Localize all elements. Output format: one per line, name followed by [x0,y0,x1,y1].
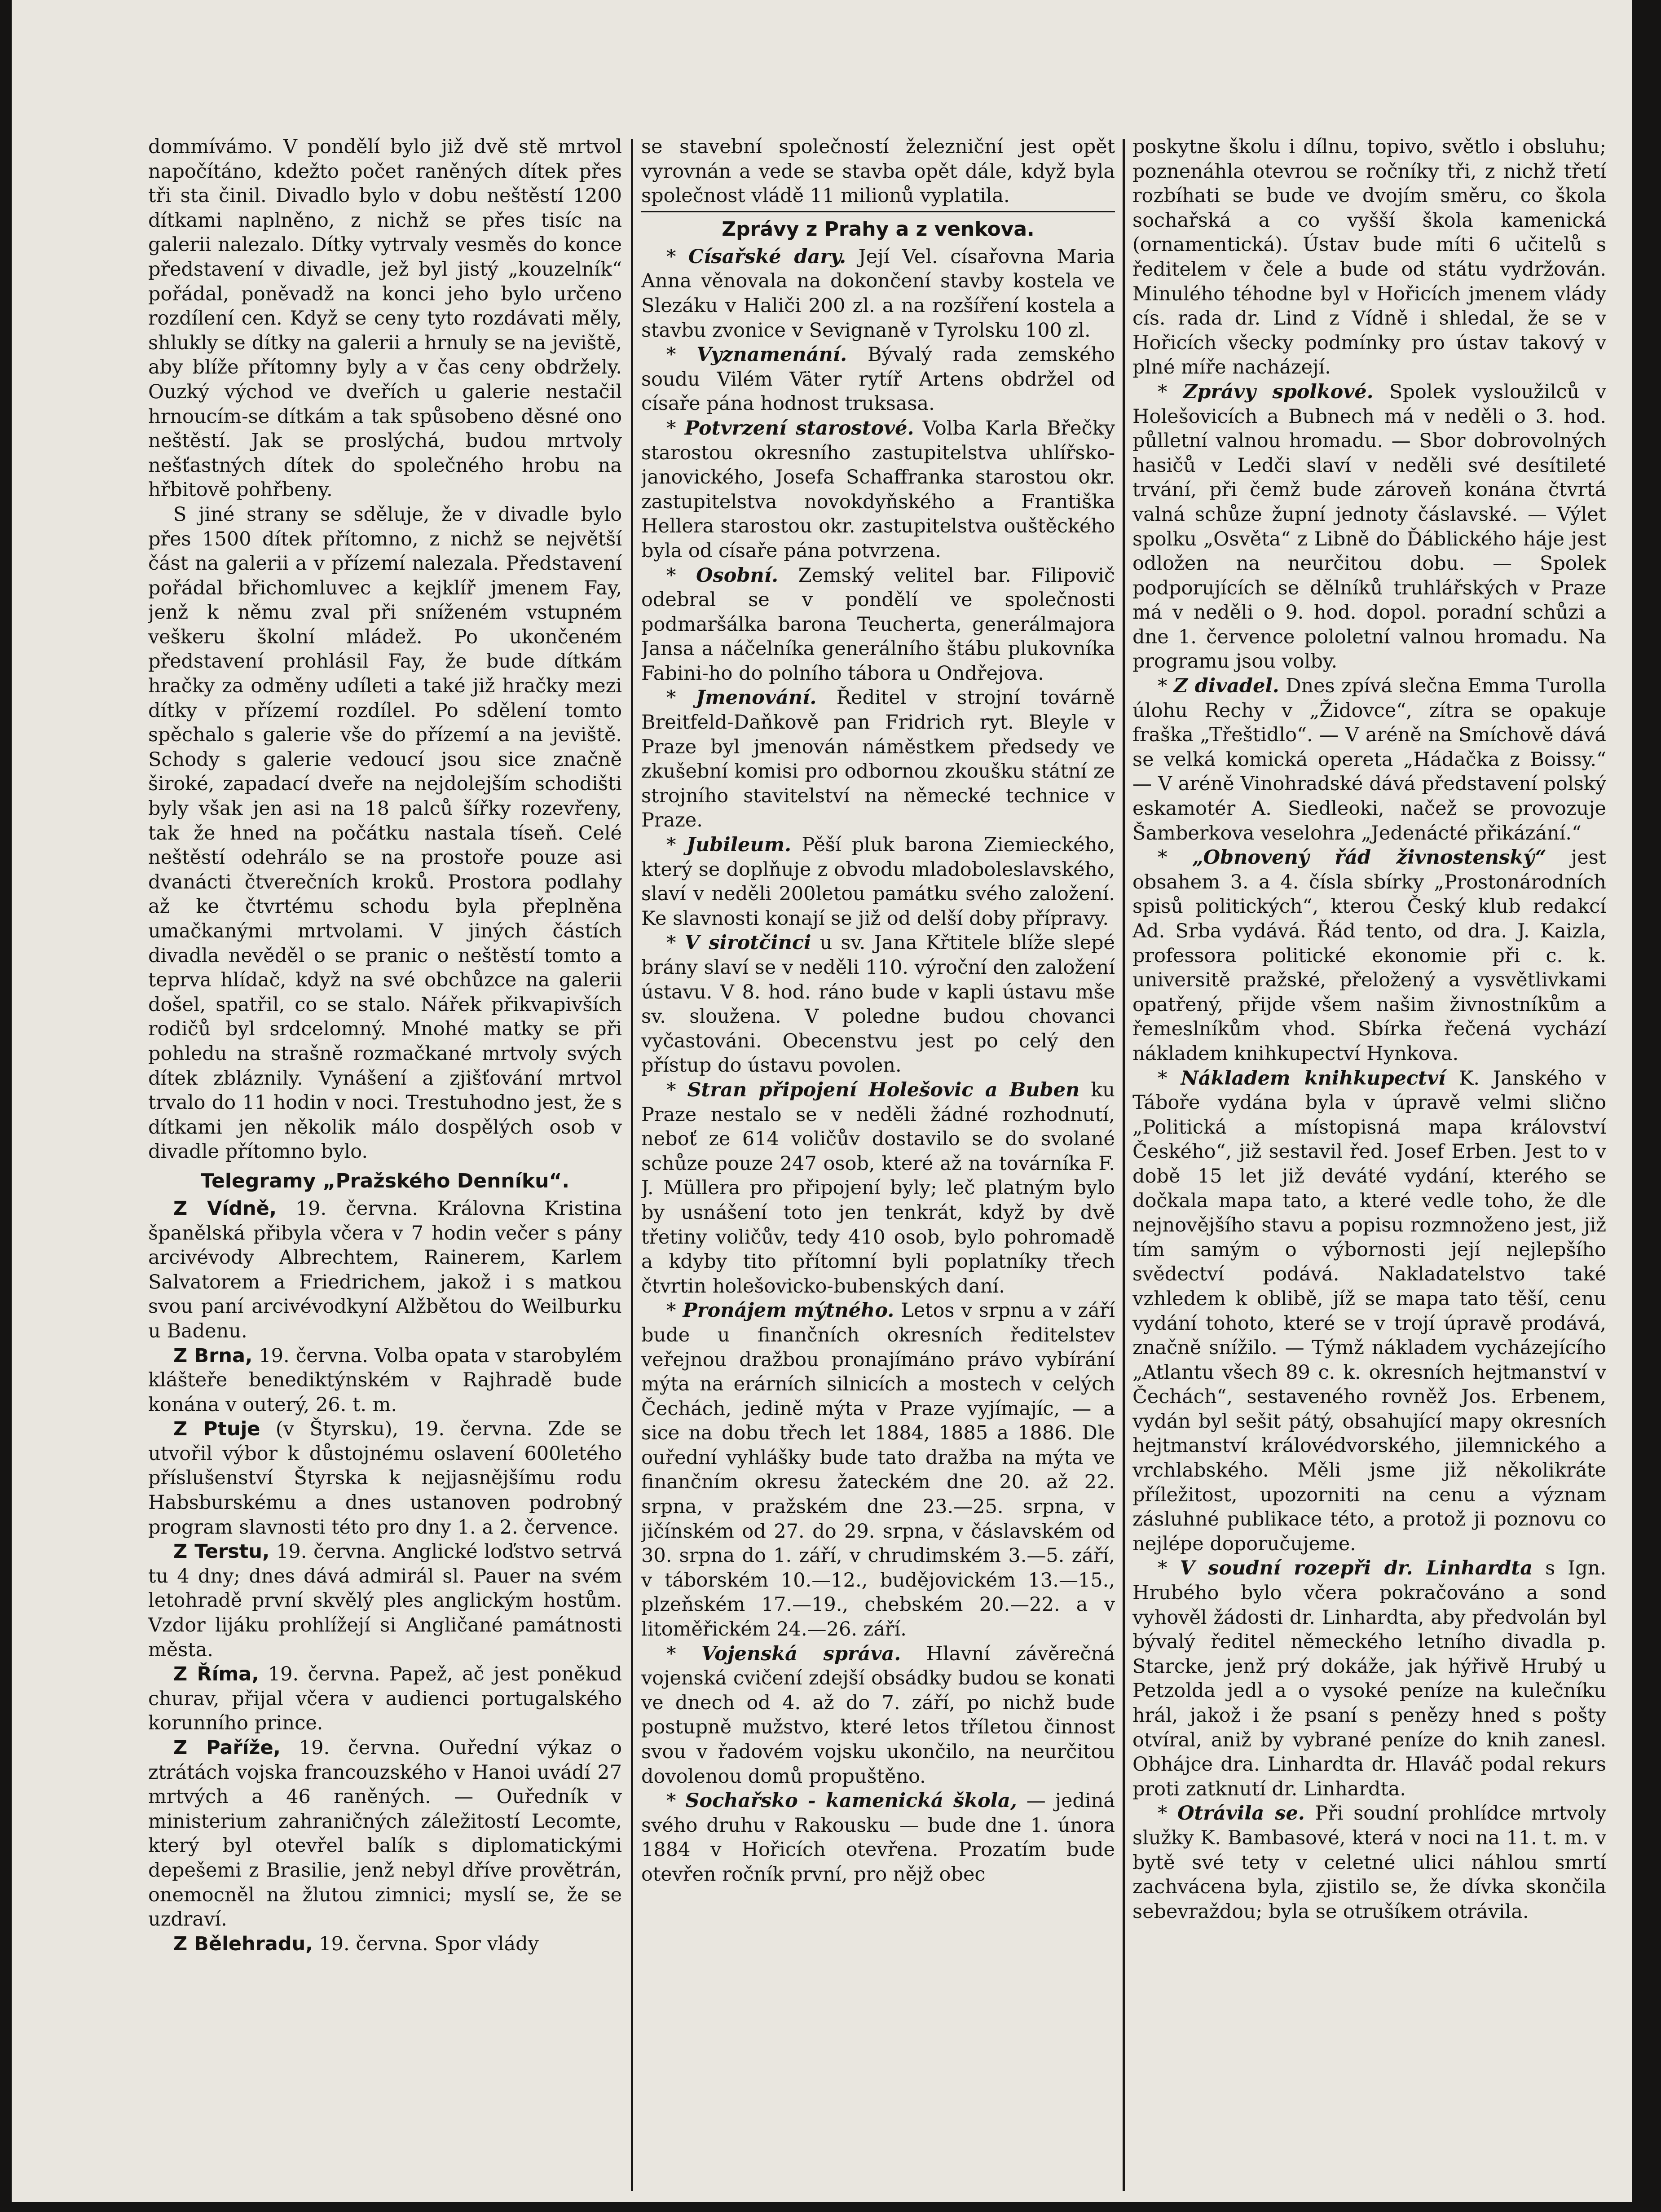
news-item-text: Spolek vysloužilců v Holešovicích a Bubnech má v neděli o 3. hod. půlletní valnou hromadu. — Sbor dobrovolných hasičů v Ledči slaví v neděli své desítileté trvání, při čemž bude zároveň konána čtvrtá valná schůze župní jednoty čáslavské. — Výlet spolku „Osvěta“ z Libně do Ďáblického háje jest odložen na neurčitou dobu. — Spolek podporujících se dělníků truhlářských v Praze má v neděli o 9. hod. dopol. poradní schůzi a dne 1. července pololetní valnou hromadu. Na programu jsou volby. [1132,380,1606,673]
news-item-text: u sv. Jana Křtitele blíže slepé brány slaví se v neděli 110. výroční den založení ústavu. V 8. hod. ráno bude v kapli ústavu mše sv. sloužena. V poledne budou chovanci vyčastováni. Obecenstvu jest po celý den přístup do ústavu povolen. [641,932,1115,1077]
column-rule-2 [1123,139,1125,2191]
telegrams-heading: Telegramy „Pražského Denníku“. [200,1169,570,1192]
news-item-title: Stran připojení Holešovic a Buben [687,1078,1080,1101]
news-item-title: Zprávy spolkové. [1183,380,1374,403]
news-item: * „Obnovený řád živnostenský“ jest obsahem 3. a 4. čísla sbírky „Prostonárodních spisů politických“, kterou Český klub redakcí Ad. Srba vydává. Řád tento, od dra. J. Kaizla, professora politické ekonomie při c. k. universitě pražské, přeložený a vysvětlivkami opatřený, přijde všem našim živnostníkům a řemeslníkům vhod. Sbírka řečená vychází nákladem knihkupectví Hynkova. [1132,846,1606,1065]
news-item: * Císařské dary. Její Vel. císařovna Maria Anna věnovala na dokončení stavby kostela ve Slezáku v Haliči 200 zl. a na rozšíření kostela a stavbu zvonice v Sevignaně v Tyrolsku 100 zl. [641,245,1115,342]
news-item-text: Při soudní prohlídce mrtvoly služky K. Bambasové, která v noci na 11. t. m. v bytě své tety v celetné ulici náhlou smrtí zachvácena byla, zjistilo se, že dívka skončila sebevraždou; byla se otrušíkem otrávila. [1132,1802,1606,1923]
telegram-item [148,1539,622,1662]
news-item-title: Císařské dary. [688,245,846,268]
news-item-title: Pronájem mýtného. [683,1299,894,1322]
news-item-title: Vyznamenání. [696,343,847,366]
news-item: * Jubileum. Pěší pluk barona Ziemieckého, který se doplňuje z obvodu mladoboleslavského, slaví v neděli 200letou památku svého založení. Ke slavnosti konají se již od delší doby přípravy. [641,834,1115,930]
news-item: * Sochařsko - kamenická škola, — jediná svého druhu v Rakousku — bude dne 1. února 1884 v Hořicích otevřena. Prozatím bude otevřen ročník první, pro nějž obec [641,1790,1115,1886]
news-item-title: V sirotčinci [684,932,811,954]
telegram-place: Z Brna, [173,1344,253,1367]
telegram-place: Z Vídně, [173,1197,277,1220]
article-continuation: se stavební společností železniční jest opět vyrovnán a vede se stavba opět dále, když byla společnost vládě 11 milionů vyplatila. [641,136,1115,207]
telegram-item [148,1662,622,1736]
news-section-heading: Zprávy z Prahy a z venkova. [722,217,1035,241]
scan-border-right [1632,0,1661,2212]
news-item-text: s Ign. Hrubého bylo včera pokračováno a sond vyhověl žádosti dr. Linhardta, aby předvolán byl bývalý ředitel německého letního divadla p. Starcke, jenž prý dokáže, jak hýřivě Hrubý u Petzolda jedl a o vysoké peníze na kulečníku hrál, jakož i že psaní s penězy hned s pošty otvíral, aniž by vybrané peníze do knih zanesl. Obhájce dra. Linhardta dr. Hlaváč podal rekurs proti zatknutí dr. Linhardta. [1132,1557,1606,1800]
column-right [1132,135,1606,2191]
news-item: * V sirotčinci u sv. Jana Křtitele blíže slepé brány slaví se v neděli 110. výroční den založení ústavu. V 8. hod. ráno bude v kapli ústavu mše sv. sloužena. V poledne budou chovanci vyčastováni. Obecenstvu jest po celý den přístup do ústavu povolen. [641,932,1115,1077]
news-item-text: Hlavní závěrečná vojenská cvičení zdejší obsádky budou se konati ve dnech od 4. až do 7. září, po nichž bude postupně mužstvo, které letos tříletou činnost svou v řadovém vojsku ukončilo, na neurčitou dovolenou domů propuštěno. [641,1642,1115,1788]
news-item-text: Zemský velitel bar. Filipovič odebral se v pondělí ve společnosti podmaršálka barona Teucherta, generálmajora Jansa a náčelníka generálního štábu plukovníka Fabini-ho do polního tábora u Ondřejova. [641,564,1115,685]
telegram-text: 19. června. Volba opata v starobylém klášteře benediktýnském v Rajhradě bude konána v outerý, 26. t. m. [148,1344,622,1416]
news-item: * Potvrzení starostové. Volba Karla Břečky starostou okresního zastupitelstva uhlířsko-janovického, Josefa Schaffranka starostou okr. zastupitelstva novokdyňského a Františka Hellera starostou okr. zastupitelstva ouštěckého byla od císaře pána potvrzena. [641,417,1115,562]
news-item: * Zprávy spolkové. Spolek vysloužilců v Holešovicích a Bubnech má v neděli o 3. hod. půlletní valnou hromadu. — Sbor dobrovolných hasičů v Ledči slaví v neděli své desítileté trvání, při čemž bude zároveň konána čtvrtá valná schůze župní jednoty čáslavské. — Výlet spolku „Osvěta“ z Libně do Ďáblického háje jest odložen na neurčitou dobu. — Spolek podporujících se dělníků truhlářských v Praze má v neděli o 9. hod. dopol. poradní schůzi a dne 1. července pololetní valnou hromadu. Na programu jsou volby. [1132,380,1606,673]
news-item-title: Osobní. [696,564,779,587]
news-item-title: Potvrzení starostové. [684,417,914,440]
telegram-item [148,1417,622,1539]
news-item: * Nákladem knihkupectví K. Janského v Táboře vydána byla v úpravě velmi slično „Politická a místopisná mapa království Českého“, již sestavil řed. Josef Erben. Jest to v době 15 let již deváté vydání, kterého se dočkala mapa tato, a které vedle toho, že dle nejnovějšího stavu a popisu rozmnoženo jest, již tím samým o výbornosti její nejlepšího svědectví podává. Nakladatelstvo také vzhledem k oblibě, jíž se mapa tato těší, cenu vydání tohoto, které se v trojí úpravě prodává, značně snížilo. — Týmž nákladem vycházejícího „Atlantu všech 89 c. k. okresních hejtmanství v Čechách“, sestaveného rovněž Jos. Erbenem, vydán byl sešit pátý, obsahující mapy okresních hejtmanství královédvorského, jilemnického a vrchlabského. Měli jsme již několikráte příležitost, upozorniti na cenu a význam zásluhné publikace této, a protož ji poznovu co nejlépe doporučujeme. [1132,1067,1606,1555]
telegram-place: Z Terstu, [173,1540,270,1563]
news-item-title: „Obnovený řád živnostenský“ [1192,846,1546,869]
article-continuation: dommívámo. V pondělí bylo již dvě stě mrtvol napočítáno, kdežto počet raněných dítek přes tři sta činil. Divadlo bylo v dobu neštěstí 1200 dítkami naplněno, z nichž se přes tisíc na galerii nalezalo. Dítky vytrvaly vesměs do konce představení v divadle, jež byl jistý „kouzelník“ pořádal, poněvadž na konci jeho bylo určeno rozdílení cen. Když se ceny tyto rozdávati měly, shlukly se dítky na galerii a hrnuly se na jeviště, aby blíže přítomny byly a v čas ceny obdržely. Ouzký východ ve dveřích u galerie nestačil hrnoucím-se dítkám a tak spůsobeno děsné ono neštěstí. Jak se proslýchá, budou mrtvoly nešťastných dítek do společného hrobu na hřbitově pohřbeny. [148,136,622,501]
news-item-text: ku Praze nestalo se v neděli žádné rozhodnutí, neboť ze 614 voličův dostavilo se do svolané schůze pouze 247 osob, které až na továrníka F. J. Müllera pro připojení byly; leč platným bylo by usnášení toto jen tenkrát, když by dvě třetiny voličův, tedy 410 osob, bylo pohromadě a kdyby tito přítomní byli poplatníky třech čtvrtin holešovicko-bubenských daní. [641,1078,1115,1297]
telegram-text: 19. června. Ouřední výkaz o ztrátách vojska francouzského v Hanoi uvádí 27 mrtvých a 46 raněných. — Ouředník v ministerium zahraničných záležitostí Lecomte, který byl otevřel balík s diplomatickými depešemi z Brasilie, jenž nebyl dříve provětrán, onemocněl na žlutou zimnici; myslí se, že se uzdraví. [148,1737,622,1931]
telegram-item [148,1344,622,1417]
telegram-place: Z Paříže, [173,1737,281,1759]
scan-border-left [0,0,12,2212]
news-item: * V soudní rozepři dr. Linhardta s Ign. Hrubého bylo včera pokračováno a sond vyhověl žádosti dr. Linhardta, aby předvolán byl bývalý ředitel německého letního divadla p. Starcke, jenž prý dokáže, jak hýřivě Hrubý u Petzolda jedl a o vysoké peníze na kulečníku hrál, jakož i že psaní s penězy hned s pošty otvíral, aniž by vybrané peníze do knih zanesl. Obhájce dra. Linhardta dr. Hlaváč podal rekurs proti zatknutí dr. Linhardta. [1132,1557,1606,1800]
news-item: * Vojenská správa. Hlavní závěrečná vojenská cvičení zdejší obsádky budou se konati ve dnech od 4. až do 7. září, po nichž bude postupně mužstvo, které letos tříletou činnost svou v řadovém vojsku ukončilo, na neurčitou dovolenou domů propuštěno. [641,1642,1115,1788]
article-paragraph: S jiné strany se sděluje, že v divadle bylo přes 1500 dítek přítomno, z nichž se největší část na galerii a v přízemí nalezala. Představení pořádal břichomluvec a kejklíř jmenem Fay, jenž k němu zval při sníženém vstupném veškeru školní mládež. Po ukončeném představení prohlásil Fay, že bude dítkám hračky za odměny udíleti a také již hračky mezi dítky v přízemí rozdílel. Po sdělení tomto spěchalo s galerie vše do přízemí a na jeviště. Schody s galerie vedoucí jsou sice značně široké, zapadací dveře na nejdolejším schodišti byly však jen asi na 18 palců šířky rozevřeny, tak že hned na počátku nastala tíseň. Celé neštěstí odehrálo se na prostoře pouze asi dvanácti čtverečních kroků. Prostora podlahy až ke čtvrtému schodu byla přeplněna umačkanými mrtvolami. V jiných částích divadla nevěděl o se pranic o neštěstí tomto a teprva hlídač, když na své obchůzce na galerii došel, spatřil, co se stalo. Nářek přikvapivších rodičů byl srdcelomný. Mnohé matky se při pohledu na strašně rozmačkané mrtvoly svých dítek zbláznily. Vynášení a zjišťování mrtvol trvalo do 11 hodin v noci. Trestuhodno jest, že s dítkami jen několik málo dospělých osob v divadle přítomno bylo. [148,503,622,1163]
news-item: * Stran připojení Holešovic a Buben ku Praze nestalo se v neděli žádné rozhodnutí, neboť ze 614 voličův dostavilo se do svolané schůze pouze 247 osob, které až na továrníka F. J. Müllera pro připojení byly; leč platným bylo by usnášení toto jen tenkrát, když by dvě třetiny voličův, tedy 410 osob, bylo pohromadě a kdyby tito přítomní byli poplatníky třech čtvrtin holešovicko-bubenských daní. [641,1078,1115,1297]
news-item-title: Otrávila se. [1177,1802,1305,1825]
news-item-text: Pěší pluk barona Ziemieckého, který se doplňuje z obvodu mladoboleslavského, slaví v neděli 200letou památku svého založení. Ke slavnosti konají se již od delší doby přípravy. [641,834,1115,930]
column-left [148,135,622,2191]
news-item-text: Ředitel v strojní továrně Breitfeld-Daňkově pan Fridrich ryt. Bleyle v Praze byl jmenován náměstkem předsedy ve zkušební komisi pro odbornou zkoušku státní ze strojního stavitelství na německé technice v Praze. [641,686,1115,832]
telegram-place: Z Ptuje [173,1418,260,1441]
news-item: * Z divadel. Dnes zpívá slečna Emma Turolla úlohu Rechy v „Židovce“, zítra se opakuje fraška „Třeštidlo“. — V aréně na Smíchově dává se velká komická opereta „Hádačka z Boissy.“ — V aréně Vinohradské dává představení polský eskamotér A. Siedleoki, načež se provozuje Šamberkova veselohra „Jedenácté přikázání.“ [1132,675,1606,844]
news-item-text: Bývalý rada zemského soudu Vilém Väter rytíř Artens obdržel od císaře pána hodnost truksasa. [641,343,1115,415]
telegram-item [148,1932,622,1957]
news-item-title: Jmenování. [696,686,817,709]
news-item-title: Jubileum. [686,834,792,857]
telegram-place: Z Bělehradu, [173,1932,313,1955]
article-continuation: poskytne školu i dílnu, topivo, světlo i obsluhu; poznenáhla otevrou se ročníky tři, z nichž třetí rozbíhati se bude ve dvojím směru, co škola sochařská a co vyšší škola kamenická (ornamentická). Ústav bude míti 6 učitelů s ředitelem v čele a bude od státu vydržován. Minulého téhodne byl v Hořicích jmenem vlády cís. rada dr. Lind z Vídně i shledal, že se v Hořicích všecky podmínky pro ústav takový v plné míře nacházejí. [1132,136,1606,379]
news-item-text: K. Janského v Táboře vydána byla v úpravě velmi slično „Politická a místopisná mapa království Českého“, již sestavil řed. Josef Erben. Jest to v době 15 let již deváté vydání, kterého se dočkala mapa tato, a které vedle toho, že dle nejnovějšího stavu a popisu rozmnoženo jest, již tím samým o výbornosti její nejlepšího svědectví podává. Nakladatelstvo také vzhledem k oblibě, jíž se mapa tato těší, cenu vydání tohoto, které se v trojí úpravě prodává, značně snížilo. — Týmž nákladem vycházejícího „Atlantu všech 89 c. k. okresních hejtmanství v Čechách“, sestaveného rovněž Jos. Erbenem, vydán byl sešit pátý, obsahující mapy okresních hejtmanství královédvorského, jilemnického a vrchlabského. Měli jsme již několikráte příležitost, upozorniti na cenu a význam zásluhné publikace této, a protož ji poznovu co nejlépe doporučujeme. [1132,1067,1606,1555]
telegram-text: 19. června. Papež, ač jest poněkud churav, přijal včera v audienci portugalského korunního prince. [148,1663,622,1735]
telegram-item [148,1736,622,1932]
telegram-text: 19. června. Spor vlády [319,1932,539,1955]
news-item: * Otrávila se. Při soudní prohlídce mrtvoly služky K. Bambasové, která v noci na 11. t. m. v bytě své tety v celetné ulici náhlou smrtí zachvácena byla, zjistilo se, že dívka skončila sebevraždou; byla se otrušíkem otrávila. [1132,1802,1606,1923]
section-divider [641,211,1115,212]
news-item-text: — jediná svého druhu v Rakousku — bude dne 1. února 1884 v Hořicích otevřena. Prozatím bude otevřen ročník první, pro nějž obec [641,1790,1115,1886]
news-item-text: Letos v srpnu a v září bude u finančních okresních ředitelstev veřejnou dražbou pronajímáno právo vybírání mýta na erárních silnicích a mostech v celých Čechách, jedině mýta v Praze vyjímajíc, — a sice na dobu třech let 1884, 1885 a 1886. Dle ouřední vyhlášky bude tato dražba na mýta ve finančním okresu žateckém dne 20. až 22. srpna, v pražském dne 23.—25. srpna, v jičínském od 27. do 29. srpna, v čáslavském od 30. srpna do 1. září, v chrudimském 3.—5. září, v táborském 10.—12., budějovickém 13.—15., plzeňském 17.—19., chebském 20.—22. a v litoměřickém 24.—26. září. [641,1299,1115,1641]
news-item-title: V soudní rozepři dr. Linhardta [1180,1557,1533,1580]
news-item-text: Její Vel. císařovna Maria Anna věnovala na dokončení stavby kostela ve Slezáku v Haliči 200 zl. a na rozšíření kostela a stavbu zvonice v Sevignaně v Tyrolsku 100 zl. [641,245,1115,342]
news-item-text: Volba Karla Břečky starostou okresního zastupitelstva uhlířsko-janovického, Josefa Schaffranka starostou okr. zastupitelstva novokdyňského a Františka Hellera starostou okr. zastupitelstva ouštěckého byla od císaře pána potvrzena. [641,417,1115,562]
news-item: * Pronájem mýtného. Letos v srpnu a v září bude u finančních okresních ředitelstev veřejnou dražbou pronajímáno právo vybírání mýta na erárních silnicích a mostech v celých Čechách, jedině mýta v Praze vyjímajíc, — a sice na dobu třech let 1884, 1885 a 1886. Dle ouřední vyhlášky bude tato dražba na mýta ve finančním okresu žateckém dne 20. až 22. srpna, v pražském dne 23.—25. srpna, v jičínském od 27. do 29. srpna, v čáslavském od 30. srpna do 1. září, v chrudimském 3.—5. září, v táborském 10.—12., budějovickém 13.—15., plzeňském 17.—19., chebském 20.—22. a v litoměřickém 24.—26. září. [641,1299,1115,1641]
news-item-title: Z divadel. [1173,675,1279,698]
telegram-text: (v Štyrsku), 19. června. Zde se utvořil výbor k důstojnému oslavení 600letého příslušenství Štyrska k nejjasnějšímu rodu Habsburskému a dnes ustanoven podrobný program slavnosti této pro dny 1. a 2. července. [148,1418,622,1539]
news-item-title: Vojenská správa. [701,1642,901,1665]
news-item-text: Dnes zpívá slečna Emma Turolla úlohu Rechy v „Židovce“, zítra se opakuje fraška „Třeštidlo“. — V aréně na Smíchově dává se velká komická opereta „Hádačka z Boissy.“ — V aréně Vinohradské dává představení polský eskamotér A. Siedleoki, načež se provozuje Šamberkova veselohra „Jedenácté přikázání.“ [1132,675,1606,844]
column-middle [641,135,1115,2191]
telegram-item [148,1196,622,1344]
news-item: * Vyznamenání. Bývalý rada zemského soudu Vilém Väter rytíř Artens obdržel od císaře pána hodnost truksasa. [641,343,1115,415]
news-item-text: jest obsahem 3. a 4. čísla sbírky „Prostonárodních spisů politických“, kterou Český klub redakcí Ad. Srba vydává. Řád tento, od dra. J. Kaizla, professora politické ekonomie při c. k. universitě pražské, přeložený a vysvětlivkami opatřený, přijde všem našim živnostníkům a řemeslníkům vhod. Sbírka řečená vychází nákladem knihkupectví Hynkova. [1132,846,1606,1065]
telegram-place: Z Říma, [173,1663,259,1686]
news-item: * Osobní. Zemský velitel bar. Filipovič odebral se v pondělí ve společnosti podmaršálka barona Teucherta, generálmajora Jansa a náčelníka generálního štábu plukovníka Fabini-ho do polního tábora u Ondřejova. [641,564,1115,685]
newspaper-page [148,135,1621,2191]
scan-border-bottom [0,2202,1661,2212]
news-item-title: Nákladem knihkupectví [1181,1067,1446,1090]
news-item-title: Sochařsko - kamenická škola, [685,1790,1017,1812]
column-rule-1 [631,139,633,2191]
telegram-text: 19. června. Královna Kristina španělská přibyla včera v 7 hodin večer s pány arcivévody Albrechtem, Rainerem, Karlem Salvatorem a Friedrichem, jakož i s matkou svou paní arcivévodkyní Alžbětou do Weilburku u Badenu. [148,1197,622,1342]
news-item: * Jmenování. Ředitel v strojní továrně Breitfeld-Daňkově pan Fridrich ryt. Bleyle v Praze byl jmenován náměstkem předsedy ve zkušební komisi pro odbornou zkoušku státní ze strojního stavitelství na německé technice v Praze. [641,686,1115,832]
telegram-text: 19. června. Anglické loďstvo setrvá tu 4 dny; dnes dává admirál sl. Pauer na svém letohradě první skvělý ples anglickým hostům. Vzdor lijáku prohlížejí si Angličané památnosti města. [148,1540,622,1661]
